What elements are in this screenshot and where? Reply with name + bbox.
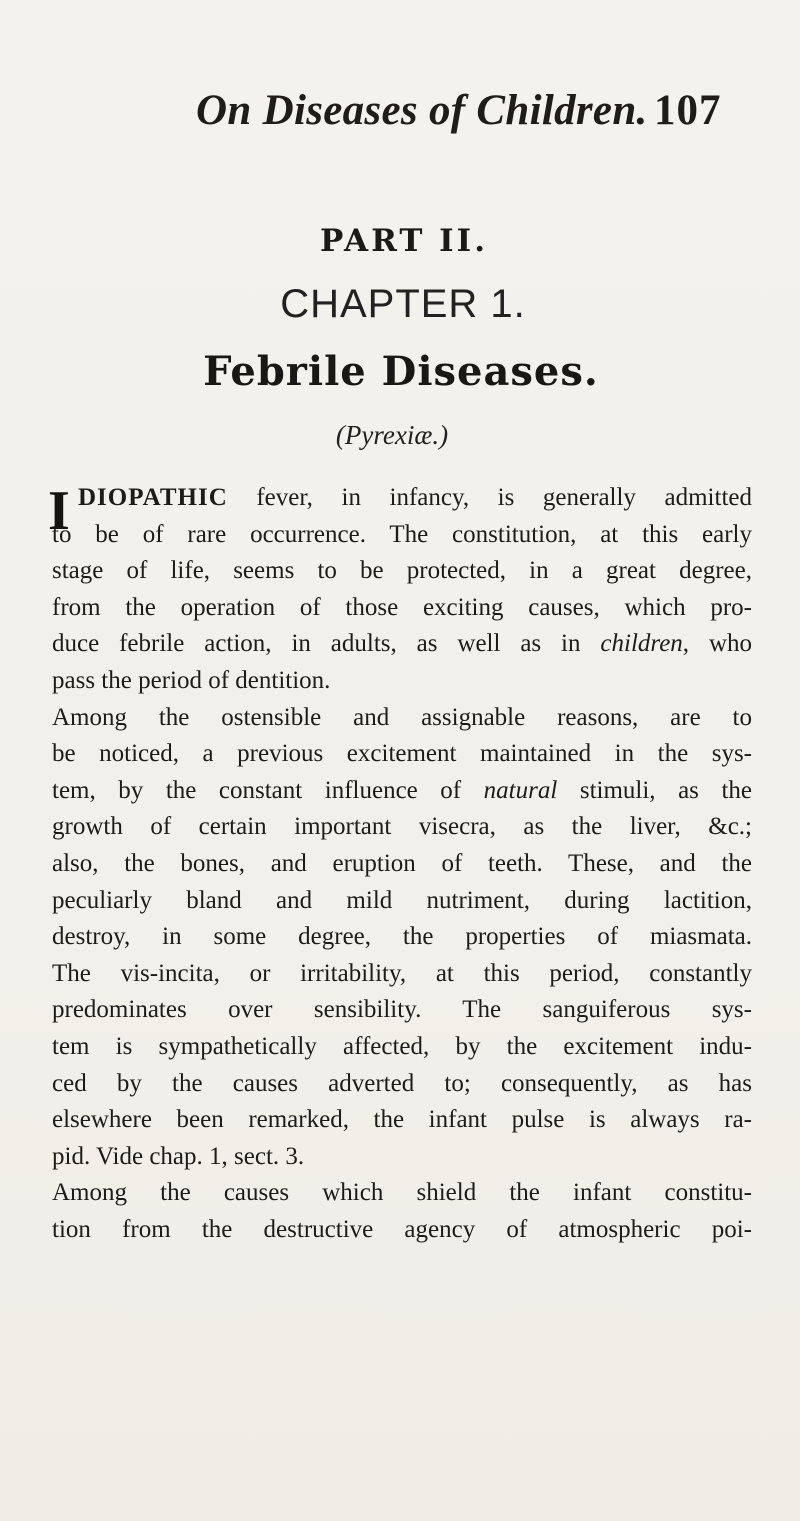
- text-line: [52, 773, 752, 809]
- line-text: stage of life, seems to be protected, in a great degree,: [52, 557, 752, 585]
- text-line: [52, 1212, 752, 1248]
- text-line: [52, 1029, 752, 1065]
- line-text: from the operation of those exciting causes, which pro-: [52, 593, 752, 621]
- line-text: peculiarly bland and mild nutriment, during lactition,: [52, 886, 752, 914]
- section-title: Febrile Diseases.: [203, 348, 599, 395]
- text-line: [52, 553, 752, 589]
- line-text: elsewhere been remarked, the infant pulse is always ra-: [52, 1106, 752, 1134]
- text-line: [52, 626, 752, 662]
- emphasis: children: [600, 630, 683, 658]
- text-line: [52, 700, 752, 736]
- line-text: tem is sympathetically affected, by the excitement indu-: [52, 1033, 752, 1060]
- line-text: destroy, in some degree, the properties of miasmata.: [52, 923, 752, 951]
- line-text: tion from the destructive agency of atmospheric poi-: [52, 1216, 752, 1243]
- text-line: [52, 1066, 752, 1102]
- line-text: pid. Vide chap. 1, sect. 3.: [52, 1142, 305, 1170]
- text-line: [52, 590, 752, 626]
- line-text: predominates over sensibility. The sanguiferous sys-: [52, 996, 752, 1024]
- text-line: [52, 517, 752, 553]
- line-text: to be of rare occurrence. The constitution, at this early: [52, 520, 752, 548]
- text-line: [52, 663, 752, 699]
- text-line: [52, 992, 752, 1028]
- emphasis: natural: [483, 776, 558, 804]
- text-line: [78, 480, 752, 516]
- text-line: [52, 956, 752, 992]
- text-line: [52, 1102, 752, 1138]
- running-title: On Diseases of Children.: [196, 87, 648, 134]
- line-text: growth of certain important visecra, as the liver, &c.;: [52, 813, 752, 841]
- line-text: be noticed, a previous excitement maintained in the sys-: [52, 740, 752, 768]
- line-text: Among the causes which shield the infant constitu-: [52, 1179, 752, 1207]
- text-line: [52, 919, 752, 955]
- text-line: [52, 809, 752, 845]
- lead-word: DIOPATHIC: [78, 484, 228, 511]
- line-text: stimuli, as the: [557, 776, 752, 804]
- text-line: [52, 883, 752, 919]
- line-text: fever, in infancy, is generally admitted: [227, 484, 752, 511]
- section-subtitle: (Pyrexiæ.): [335, 420, 449, 450]
- line-text: Among the ostensible and assignable reasons, are to: [52, 703, 752, 731]
- part-heading: PART II.: [320, 223, 488, 259]
- line-text: , who: [682, 630, 752, 658]
- page-number: 107: [654, 87, 722, 134]
- text-line: [52, 1175, 752, 1211]
- text-line: [52, 846, 752, 882]
- line-text: ced by the causes adverted to; consequently, as has: [52, 1069, 752, 1097]
- drop-cap: I: [48, 480, 70, 542]
- line-text: tem, by the constant influence of: [52, 776, 484, 804]
- text-line: [52, 1139, 752, 1175]
- text-line: [52, 736, 752, 772]
- line-text: duce febrile action, in adults, as well as in: [52, 630, 601, 658]
- line-text: also, the bones, and eruption of teeth. These, and the: [52, 850, 752, 877]
- line-text: The vis-incita, or irritability, at this period, constantly: [52, 959, 752, 987]
- line-text: pass the period of dentition.: [52, 667, 331, 694]
- chapter-heading: CHAPTER 1.: [280, 282, 526, 326]
- running-head: [0, 86, 800, 146]
